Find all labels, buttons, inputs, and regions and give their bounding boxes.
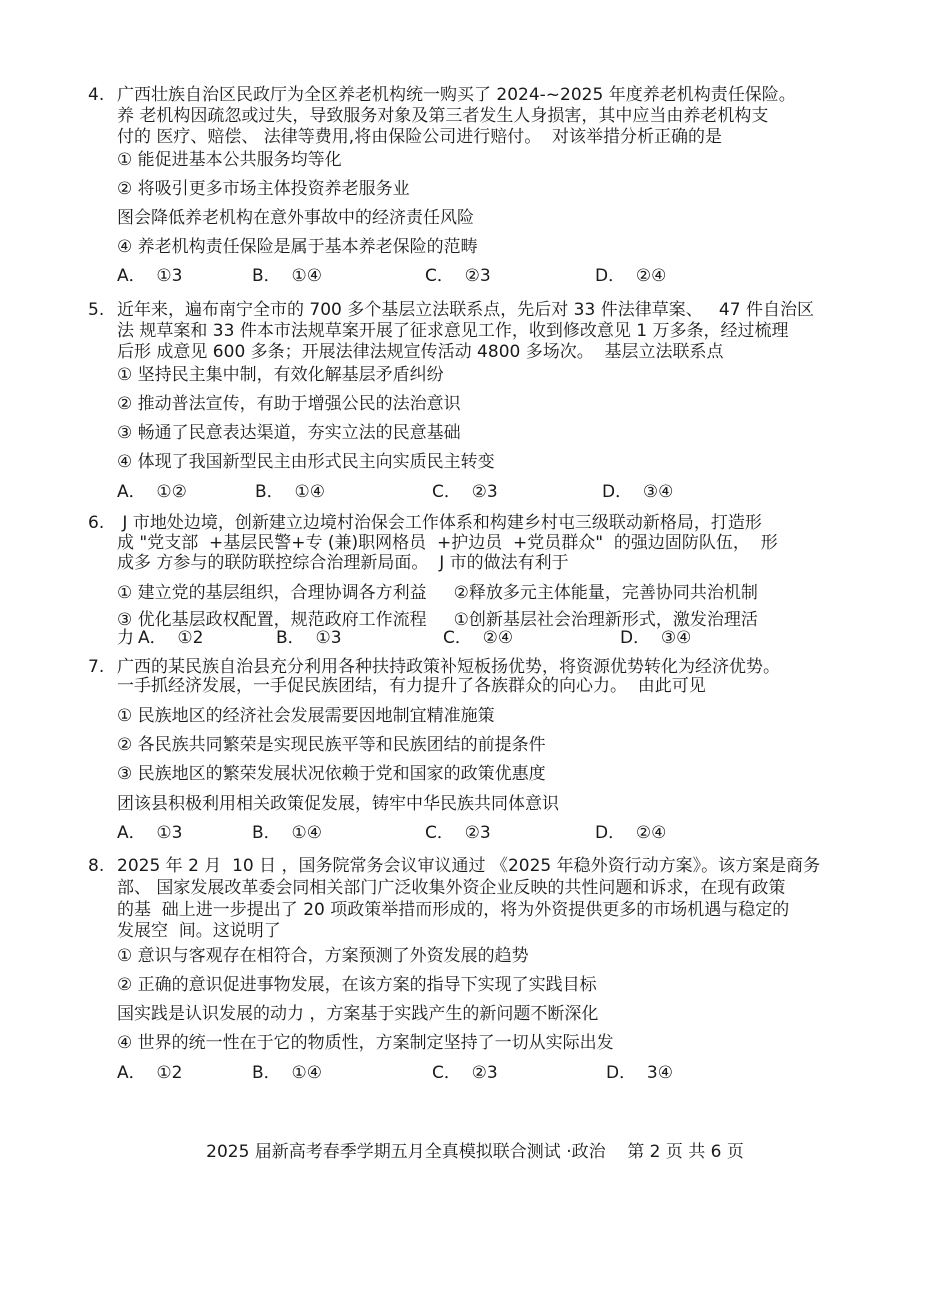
answer-option-b: B． ①④ bbox=[252, 1063, 322, 1083]
answer-option-b: B． ①④ bbox=[252, 823, 322, 843]
answer-option-a: A． ①3 bbox=[117, 823, 183, 843]
statement-item: ③ 优化基层政权配置，规范政府工作流程 ①创新基层社会治理新形式，激发治理活 bbox=[117, 610, 758, 630]
question-stem-line: J 市地处边境，创新建立边境村治保会工作体系和构建乡村屯三级联动新格局，打造形 bbox=[117, 513, 762, 533]
question-stem-line: 发展空 间。这说明了 bbox=[117, 921, 281, 941]
answer-option-a: A． ①2 bbox=[117, 1063, 183, 1083]
statement-item: ② 推动普法宣传，有助于增强公民的法治意识 bbox=[117, 394, 461, 414]
statement-item: ② 各民族共同繁荣是实现民族平等和民族团结的前提条件 bbox=[117, 735, 546, 755]
statement-item: 国实践是认识发展的动力 ，方案基于实践产生的新问题不断深化 bbox=[117, 1004, 599, 1024]
answer-option-b: B． ①④ bbox=[255, 482, 325, 502]
question-stem-line: 后形 成意见 600 多条；开展法律法规宣传活动 4800 多场次。 基层立法联系点 bbox=[117, 342, 724, 362]
answer-option-b: B． ①④ bbox=[252, 266, 322, 286]
statement-item: 图会降低养老机构在意外事故中的经济责任风险 bbox=[117, 208, 474, 228]
statement-item: ② 将吸引更多市场主体投资养老服务业 bbox=[117, 179, 410, 199]
question-stem-line: 养 老机构因疏忽或过失，导致服务对象及第三者发生人身损害，其中应当由养老机构支 bbox=[117, 106, 769, 126]
answer-option-d: D． ②④ bbox=[595, 266, 667, 286]
question-stem-line: 付的 医疗、赔偿、 法律等费用,将由保险公司进行赔付。 对该举措分析正确的是 bbox=[117, 127, 723, 147]
statement-item: ③ 畅通了民意表达渠道，夯实立法的民意基础 bbox=[117, 423, 461, 443]
statement-item: 团该县积极利用相关政策促发展，铸牢中华民族共同体意识 bbox=[117, 794, 559, 814]
answer-option-c: C． ②④ bbox=[443, 628, 514, 648]
statement-item: ① 能促进基本公共服务均等化 bbox=[117, 150, 342, 170]
statement-item: ③ 民族地区的繁荣发展状况依赖于党和国家的政策优惠度 bbox=[117, 764, 546, 784]
question-stem-line: 2025 年 2 月 10 日 ，国务院常务会议审议通过 《2025 年稳外资行动方案》。该方案是商务 bbox=[117, 856, 821, 876]
answer-option-d: D． ③④ bbox=[620, 628, 692, 648]
answer-option-d: D． ②④ bbox=[595, 823, 667, 843]
answer-option-a: A． ①② bbox=[117, 482, 187, 502]
answer-option-c: C． ②3 bbox=[432, 482, 498, 502]
statement-item: ① 意识与客观存在相符合，方案预测了外资发展的趋势 bbox=[117, 946, 529, 966]
statement-item: ④ 体现了我国新型民主由形式民主向实质民主转变 bbox=[117, 452, 495, 472]
answer-option-b: B． ①3 bbox=[276, 628, 342, 648]
answer-option-d: D． 3④ bbox=[606, 1063, 673, 1083]
page-footer: 2025 届新高考春季学期五月全真模拟联合测试 ·政治 第 2 页 共 6 页 bbox=[206, 1142, 744, 1162]
answer-option-c: C． ②3 bbox=[432, 1063, 498, 1083]
answer-option-d: D． ③④ bbox=[602, 482, 674, 502]
answer-option-c: C． ②3 bbox=[425, 266, 491, 286]
answer-option-c: C． ②3 bbox=[425, 823, 491, 843]
question-number: 6. bbox=[88, 513, 105, 533]
question-stem-line: 法 规草案和 33 件本市法规草案开展了征求意见工作，收到修改意见 1 万多条，经过梳理 bbox=[117, 321, 789, 341]
question-stem-line: 成 "党支部 +基层民警+专 (兼)职网格员 +护边员 +党员群众" 的强边固防队伍， 形 bbox=[117, 533, 778, 553]
question-number: 4. bbox=[88, 85, 105, 105]
question-stem-line: 成多 方参与的联防联控综合治理新局面。 J 市的做法有利于 bbox=[117, 553, 569, 573]
statement-item: ④ 世界的统一性在于它的物质性，方案制定坚持了一切从实际出发 bbox=[117, 1033, 614, 1053]
question-stem-line: 近年来，遍布南宁全市的 700 多个基层立法联系点，先后对 33 件法律草案、 47 件自治区 bbox=[117, 300, 814, 320]
question-stem-line: 一手抓经济发展，一手促民族团结，有力提升了各族群众的向心力。 由此可见 bbox=[117, 676, 706, 696]
statement-item: ① 坚持民主集中制，有效化解基层矛盾纠纷 bbox=[117, 365, 444, 385]
answer-option-a: A． ①3 bbox=[117, 266, 183, 286]
question-stem-line: 部、 国家发展改革委会同相关部门广泛收集外资企业反映的共性问题和诉求，在现有政策 bbox=[117, 878, 786, 898]
question-number: 7. bbox=[88, 657, 105, 677]
question-stem-line: 的基 础上进一步提出了 20 项政策举措而形成的，将为外资提供更多的市场机遇与稳定的 bbox=[117, 900, 790, 920]
statement-item: ① 建立党的基层组织，合理协调各方利益 ②释放多元主体能量，完善协同共治机制 bbox=[117, 583, 758, 603]
question-stem-line: 广西壮族自治区民政厅为全区养老机构统一购买了 2024-~2025 年度养老机构责任保险。 bbox=[117, 85, 796, 105]
statement-item: ② 正确的意识促进事物发展，在该方案的指导下实现了实践目标 bbox=[117, 975, 597, 995]
statement-item: ④ 养老机构责任保险是属于基本养老保险的范畴 bbox=[117, 237, 478, 257]
question-stem-line: 广西的某民族自治县充分利用各种扶持政策补短板扬优势，将资源优势转化为经济优势。 bbox=[117, 657, 780, 677]
statement-item: ① 民族地区的经济社会发展需要因地制宜精准施策 bbox=[117, 706, 495, 726]
question-number: 5. bbox=[88, 300, 105, 320]
options-prefix: 力 bbox=[117, 628, 134, 648]
question-number: 8. bbox=[88, 856, 105, 876]
answer-option-a: A． ①2 bbox=[138, 628, 204, 648]
